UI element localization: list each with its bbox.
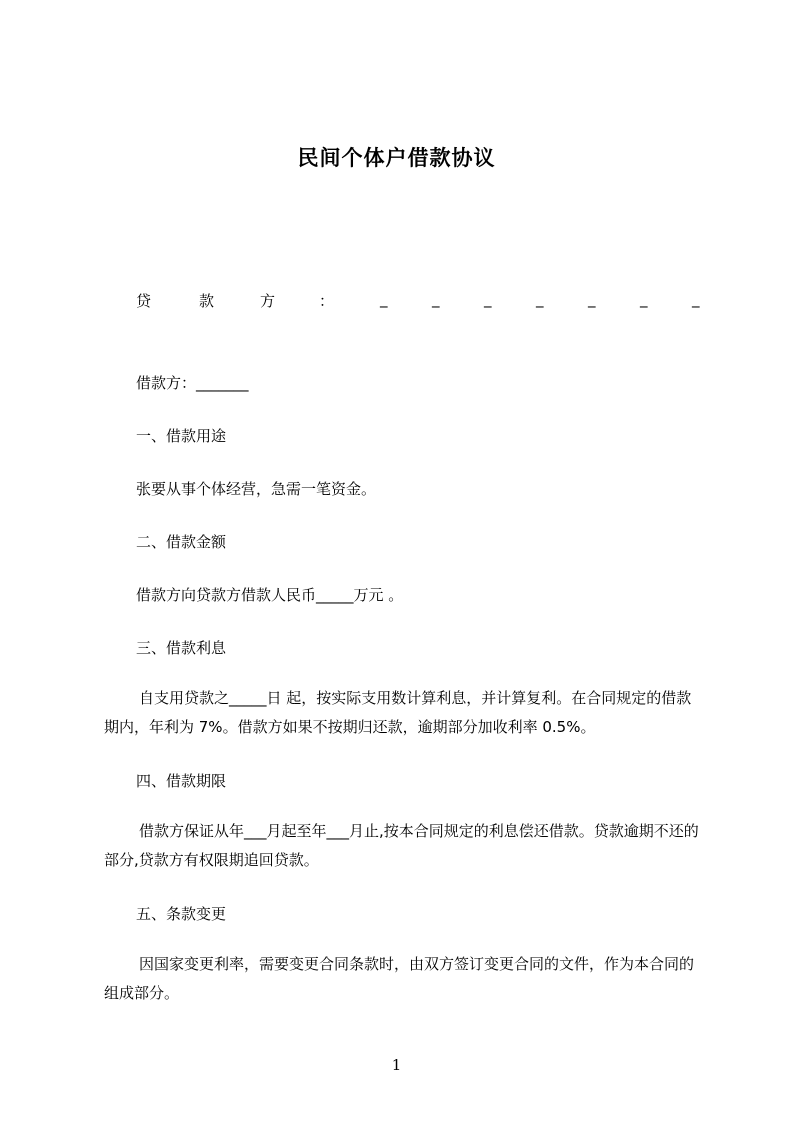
borrower-line: 借款方：_______ xyxy=(136,374,249,392)
section-body: 自支用贷款之_____日 起，按实际支用数计算利息，并计算复利。在合同规定的借款期内，年利为 7%。借款方如果不按期归还款，逾期部分加收利率 0.5%。 xyxy=(104,689,692,736)
lender-line xyxy=(136,290,702,314)
section-body: 张要从事个体经营，急需一笔资金。 xyxy=(136,480,377,498)
lender-blank: _ xyxy=(692,290,700,308)
lender-blank: _ xyxy=(484,290,492,308)
section-heading: 四、借款期限 xyxy=(136,772,227,790)
lender-char: 方 xyxy=(260,292,276,310)
lender-char: 贷 xyxy=(136,292,152,310)
section-heading: 一、借款用途 xyxy=(136,427,227,445)
lender-blank: _ xyxy=(588,290,596,308)
section-body: 因国家变更利率，需要变更合同条款时，由双方签订变更合同的文件，作为本合同的组成部分。 xyxy=(104,955,695,1002)
lender-char: 款 xyxy=(199,292,215,310)
lender-blank: _ xyxy=(536,290,544,308)
section-heading: 二、借款金额 xyxy=(136,533,227,551)
page-number: 1 xyxy=(391,1056,402,1074)
section-body: 借款方向贷款方借款人民币_____万元 。 xyxy=(136,586,404,604)
section-heading: 三、借款利息 xyxy=(136,639,227,657)
section-body: 借款方保证从年___月起至年___月止,按本合同规定的利息偿还借款。贷款逾期不还的部分,贷款方有权限期追回贷款。 xyxy=(104,822,699,869)
lender-blank: _ xyxy=(640,290,648,308)
section-heading: 五、条款变更 xyxy=(136,905,227,923)
lender-colon: ： xyxy=(319,292,335,310)
document-title: 民间个体户借款协议 xyxy=(297,146,496,170)
lender-blank: _ xyxy=(432,290,440,308)
lender-blank: _ xyxy=(380,290,388,308)
